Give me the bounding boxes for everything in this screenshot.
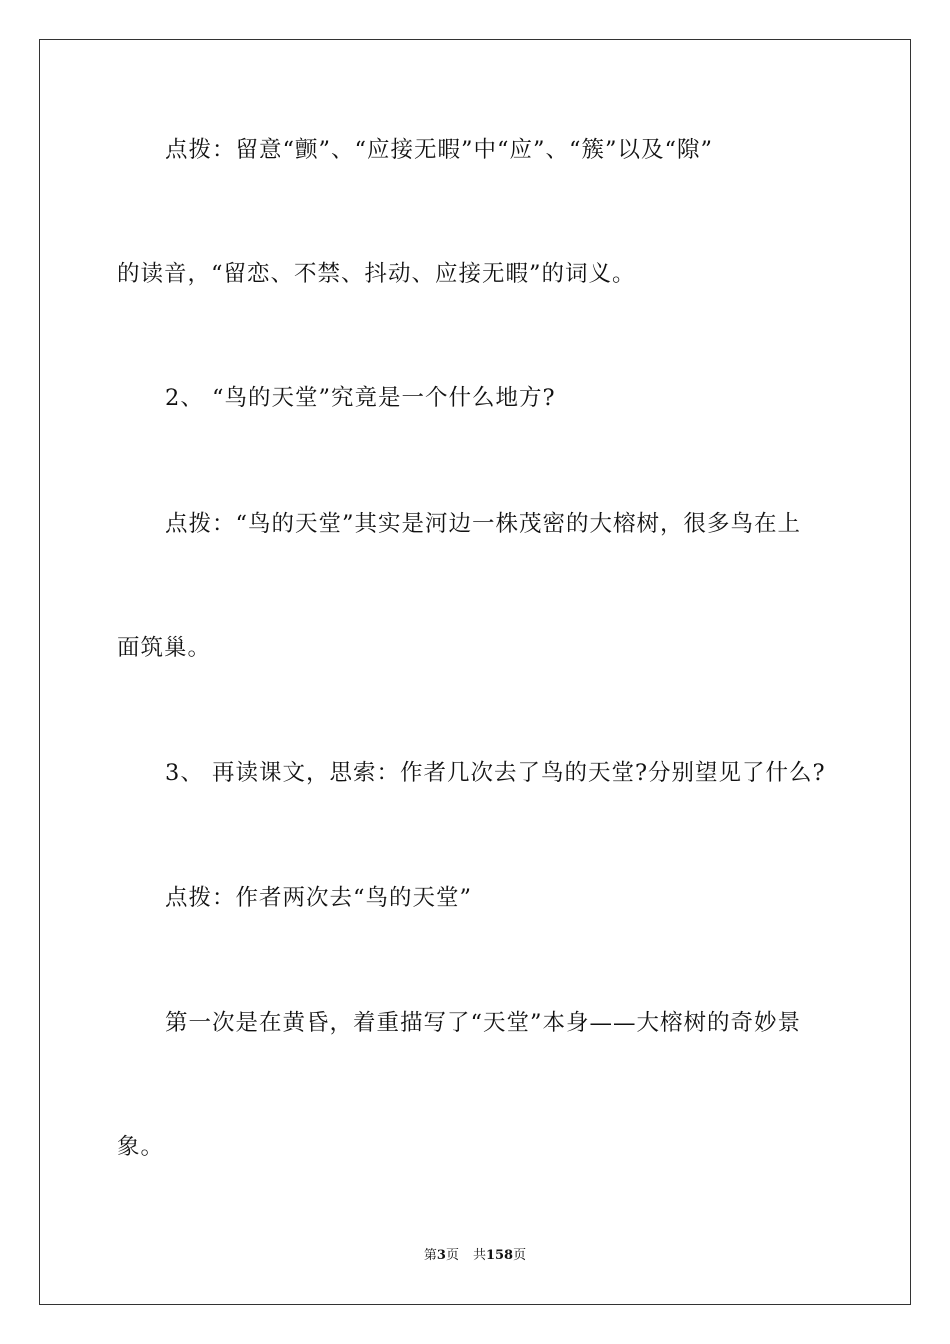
page-footer (0, 1247, 950, 1265)
footer-total-prefix: 共 (472, 1248, 486, 1263)
paragraph-line-1: 点拨：留意“颤”、“应接无暇”中“应”、“簇”以及“隙” (165, 137, 714, 163)
paragraph-line-7: 象。 (117, 1134, 165, 1160)
question-3: 3、 再读课文，思索：作者几次去了鸟的天堂?分别望见了什么? (165, 760, 826, 786)
paragraph-line-3: 点拨：“鸟的天堂”其实是河边一株茂密的大榕树，很多鸟在上 (165, 511, 802, 537)
footer-page-prefix: 第 (423, 1248, 437, 1263)
question-2: 2、 “鸟的天堂”究竟是一个什么地方? (165, 385, 556, 411)
footer-page-number: 3 (436, 1248, 446, 1263)
footer-page-suffix: 页 (445, 1248, 459, 1263)
paragraph-line-2: 的读音，“留恋、不禁、抖动、应接无暇”的词义。 (117, 261, 636, 287)
paragraph-line-4: 面筑巢。 (117, 635, 212, 661)
paragraph-line-5: 点拨：作者两次去“鸟的天堂” (165, 885, 473, 911)
footer-total-suffix: 页 (513, 1248, 527, 1263)
paragraph-line-6: 第一次是在黄昏，着重描写了“天堂”本身——大榕树的奇妙景 (165, 1010, 802, 1036)
page-border (39, 39, 911, 1305)
footer-total-pages: 158 (485, 1248, 514, 1263)
